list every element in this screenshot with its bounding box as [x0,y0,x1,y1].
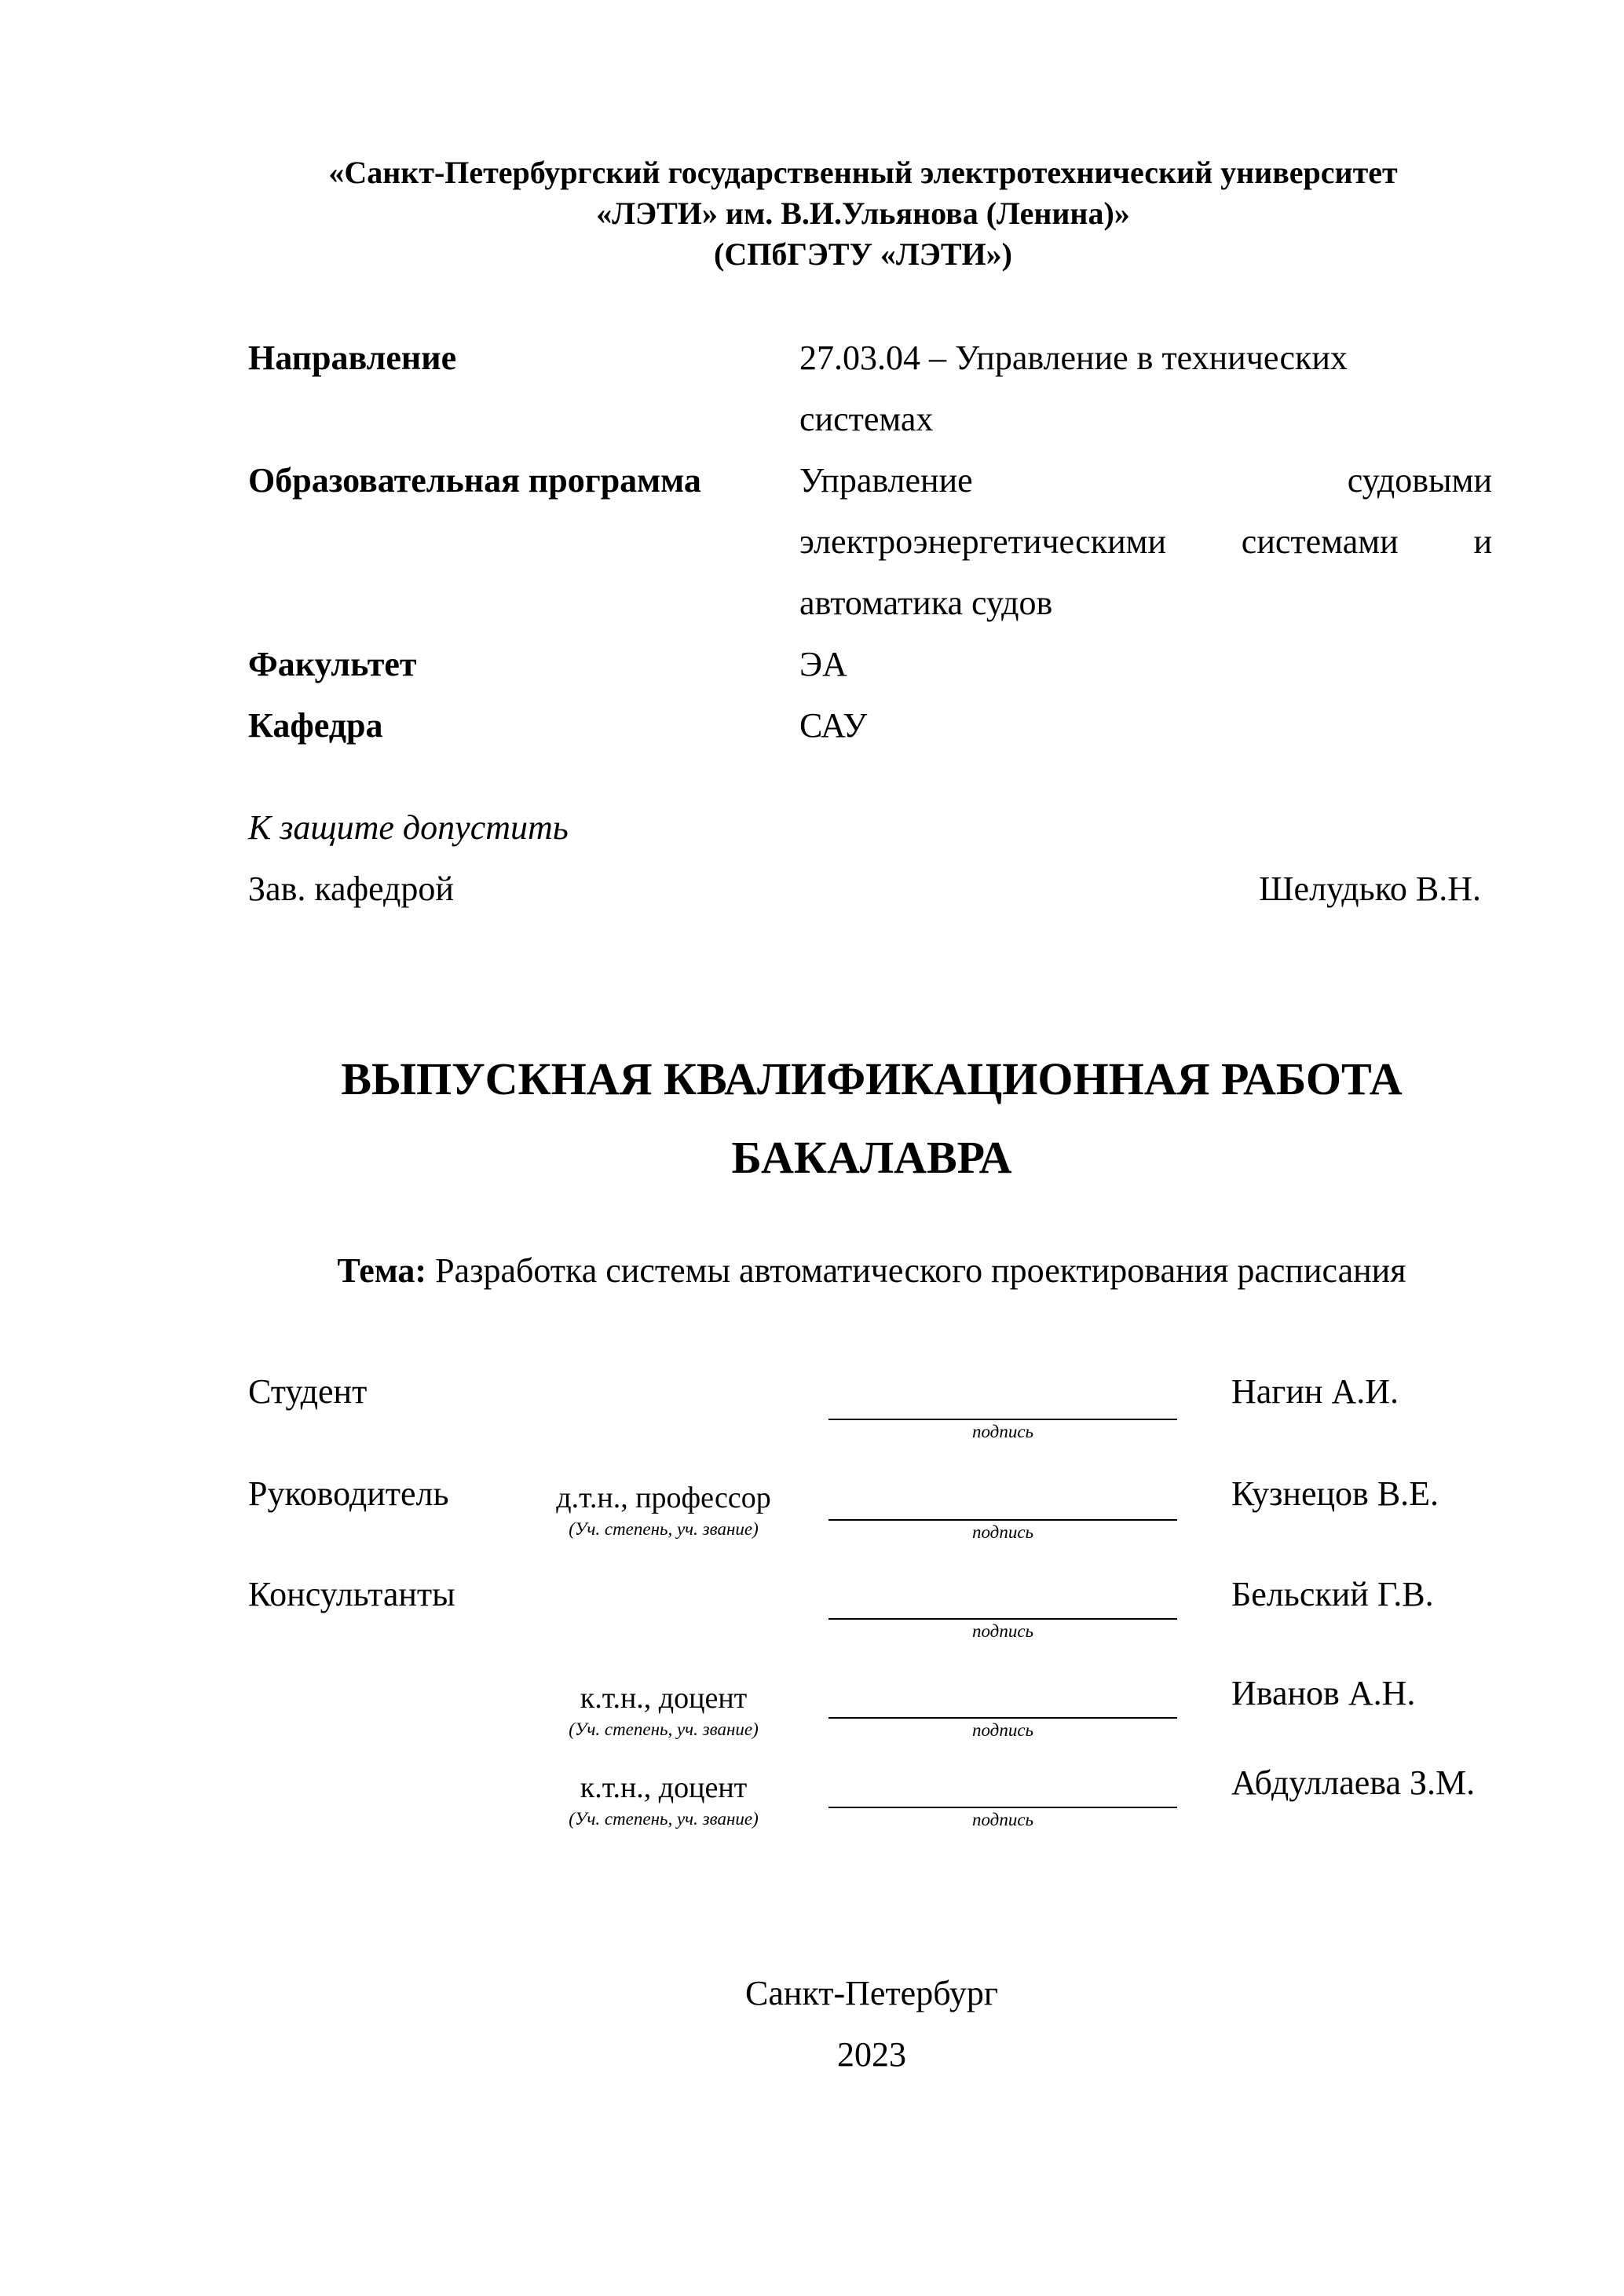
consultant2-rank: к.т.н., доцент [580,1682,748,1715]
approval-heading: К защите допустить [248,808,569,847]
topic-text: Разработка системы автоматического проектирования расписания [435,1251,1406,1290]
student-role: Студент [248,1372,368,1411]
program-value-line2: электроэнергетическими системами и [799,522,1492,561]
supervisor-role: Руководитель [248,1474,449,1513]
head-of-department-name: Шелудько В.Н. [1259,870,1481,908]
university-abbreviation: (СПбГЭТУ «ЛЭТИ») [714,236,1012,272]
consultant3-signature-line [828,1807,1177,1808]
topic-label: Тема: [337,1251,427,1290]
supervisor-rank: д.т.н., профессор [556,1481,771,1514]
supervisor-rank-caption: (Уч. степень, уч. звание) [569,1519,759,1539]
document-title-line1: ВЫПУСКНАЯ КВАЛИФИКАЦИОННАЯ РАБОТА [341,1053,1403,1104]
consultant1-signature-line [828,1618,1177,1620]
university-name-line1: «Санкт-Петербургский государственный электротехнический университет [328,155,1398,190]
consultant2-signature-caption: подпись [971,1720,1033,1740]
topic [0,1251,1624,1291]
student-name: Нагин А.И. [1231,1372,1399,1411]
city: Санкт-Петербург [745,1974,998,2012]
university-name-line2: «ЛЭТИ» им. В.И.Ульянова (Ленина)» [596,196,1130,231]
supervisor-signature-line [828,1519,1177,1521]
faculty-label: Факультет [248,645,417,683]
student-signature-caption: подпись [971,1422,1033,1441]
consultant1-name: Бельский Г.В. [1231,1575,1434,1613]
student-signature-line [828,1419,1177,1420]
head-of-department-label: Зав. кафедрой [248,870,454,908]
document-title-line2: БАКАЛАВРА [731,1132,1012,1183]
direction-value-line2: системах [799,400,934,438]
supervisor-signature-caption: подпись [971,1522,1033,1542]
consultant3-signature-caption: подпись [971,1810,1033,1829]
program-value-line3: автоматика судов [799,584,1053,622]
consultant2-rank-caption: (Уч. степень, уч. звание) [569,1719,759,1739]
department-value: САУ [799,706,868,745]
supervisor-name: Кузнецов В.Е. [1231,1474,1439,1513]
direction-value-line1: 27.03.04 – Управление в технических [799,339,1348,377]
consultant2-signature-line [828,1717,1177,1719]
direction-label: Направление [248,339,457,377]
consultants-role: Консультанты [248,1575,455,1613]
department-label: Кафедра [248,706,383,745]
faculty-value: ЭА [799,645,847,683]
consultant3-name: Абдуллаева З.М. [1231,1763,1476,1802]
program-label: Образовательная программа [248,461,701,500]
year: 2023 [837,2035,906,2074]
consultant2-name: Иванов А.Н. [1231,1674,1416,1712]
consultant3-rank: к.т.н., доцент [580,1771,748,1804]
consultant3-rank-caption: (Уч. степень, уч. звание) [569,1809,759,1829]
consultant1-signature-caption: подпись [971,1621,1033,1641]
program-value-line1: Управление судовыми [799,461,1492,500]
